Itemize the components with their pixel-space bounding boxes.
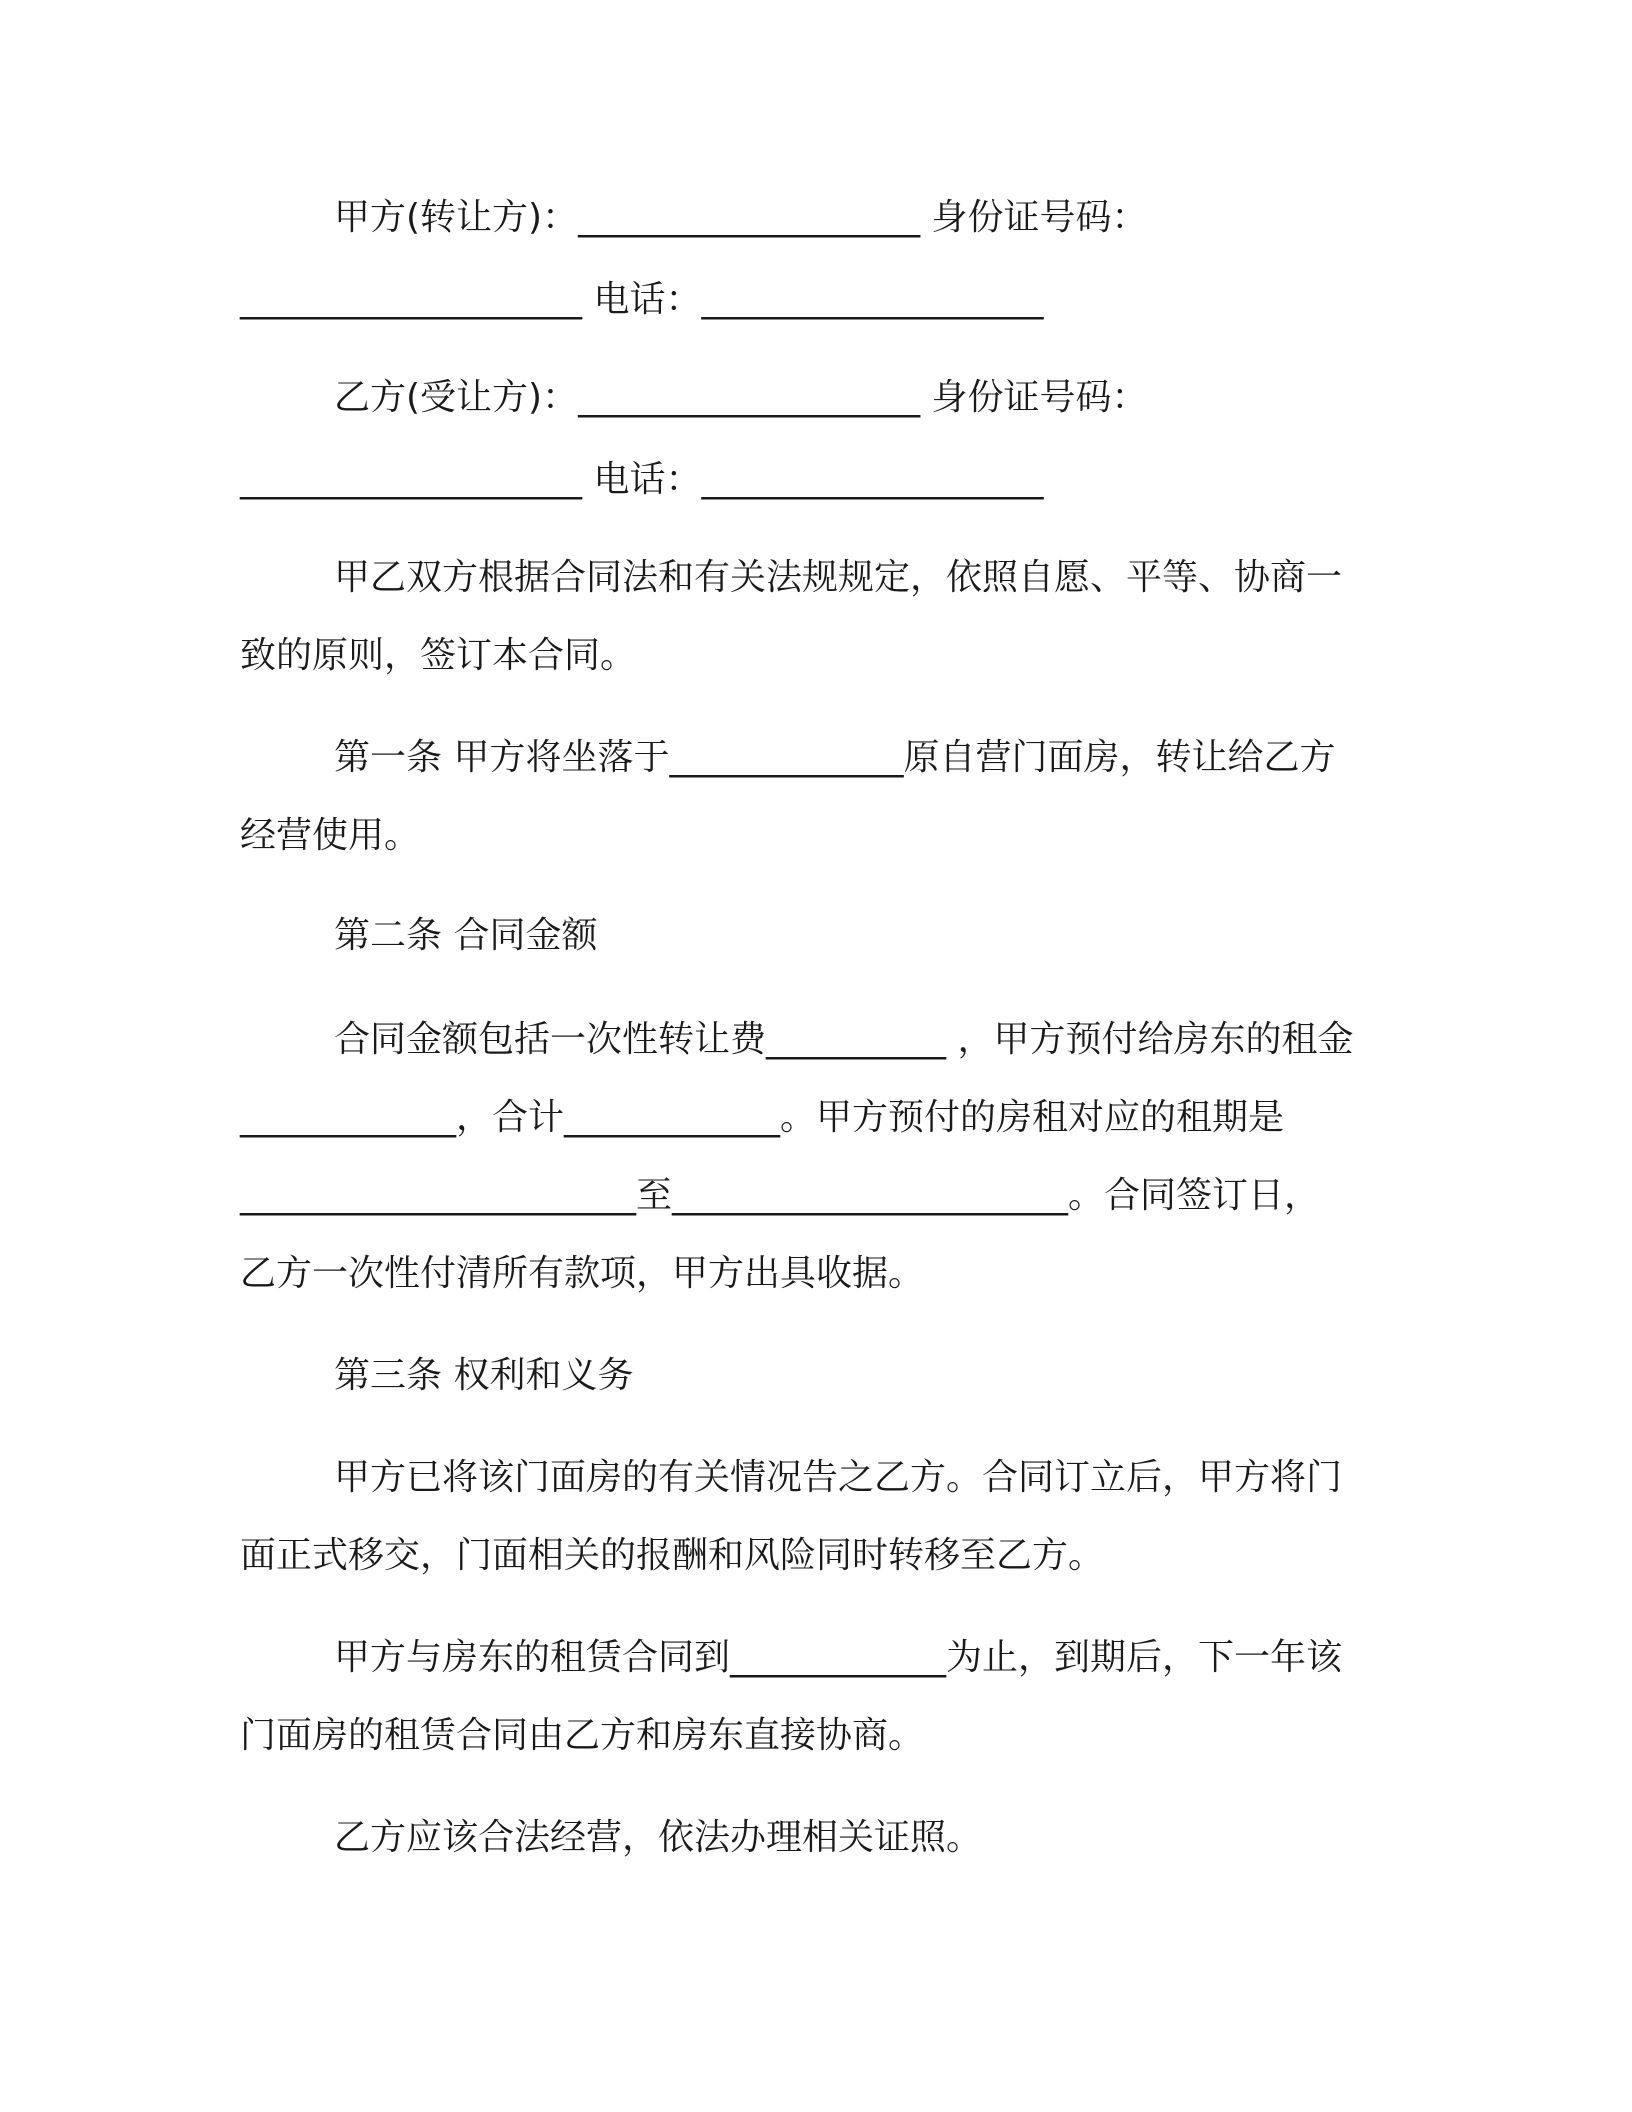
article3-p3-line-1: 乙方应该合法经营，依法办理相关证照。 [334,1817,983,1858]
article3-p1-line-2: 面正式移交，门面相关的报酬和风险同时转移至乙方。 [240,1535,1105,1576]
party-a-line-1: 甲方(转让方)：___________________ 身份证号码： [334,197,1148,238]
party-a-line-2: ___________________ 电话：___________________ [240,279,1044,320]
article2-line-1: 合同金额包括一次性转让费__________ ，甲方预付给房东的租金 [334,1019,1354,1060]
article3-p2-line-2: 门面房的租赁合同由乙方和房东直接协商。 [240,1715,925,1756]
article2-line-4: 乙方一次性付清所有款项，甲方出具收据。 [240,1253,925,1294]
party-b-line-1: 乙方(受让方)：___________________ 身份证号码： [334,377,1148,418]
article3-p1-line-1: 甲方已将该门面房的有关情况告之乙方。合同订立后，甲方将门 [334,1457,1343,1498]
article2-line-2: ____________，合计____________。甲方预付的房租对应的租期是 [240,1097,1285,1138]
article1-line-2: 经营使用。 [240,815,421,856]
article3-heading: 第三条 权利和义务 [334,1355,634,1396]
article1-line-1: 第一条 甲方将坐落于_____________原自营门面房，转让给乙方 [334,737,1336,778]
article3-p2-line-1: 甲方与房东的租赁合同到____________为止，到期后，下一年该 [334,1637,1343,1678]
preamble-line-1: 甲乙双方根据合同法和有关法规规定，依照自愿、平等、协商一 [334,557,1343,598]
article2-line-3: ______________________至______________________。合同签订日， [240,1175,1321,1216]
article2-heading: 第二条 合同金额 [334,915,598,956]
preamble-line-2: 致的原则，签订本合同。 [240,635,637,676]
party-b-line-2: ___________________ 电话：___________________ [240,459,1044,500]
